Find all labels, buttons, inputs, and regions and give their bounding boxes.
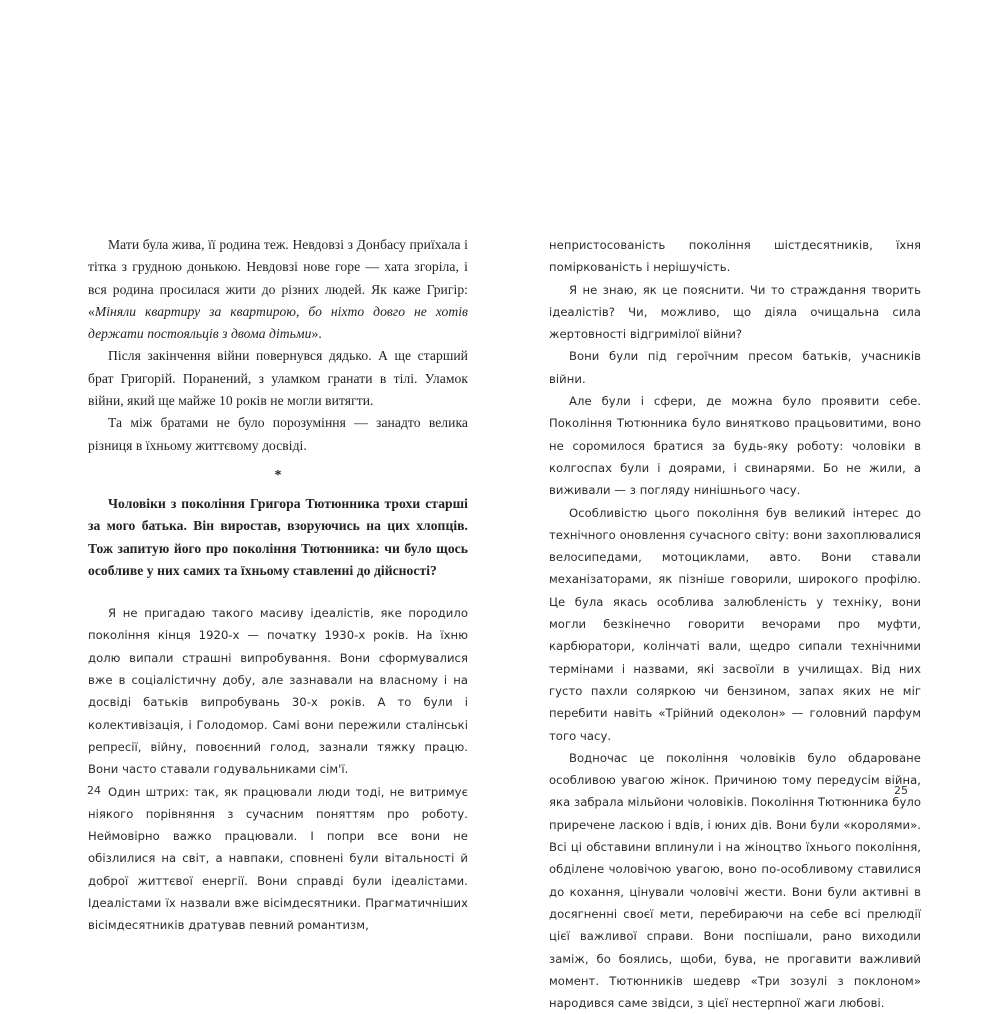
paragraph-idealists: Я не пригадаю такого масиву ідеалістів, яке породило покоління кінця 1920-х — початку 1930-х років. На їхню долю випали страшні випробування. Вони сформувалися вже в соціалістичну добу, але зазнавали на власному і на досвіді батьків випробувань 30-х років. А то були і колективізація, і Голодомор. Самі вони пережили сталінські репресії, війну, повоєнний голод, зазнали тяжку працю. Вони часто ставали годувальниками сім'ї.	[88, 606, 468, 777]
paragraph-mother: Мати була жива, її родина теж. Невдовзі з Донбасу приїхала і тітка з грудною донькою. Невдовзі нове горе — хата згоріла, і вся родина просилася жити до різних людей. Як каже Григір: «Міняли квартиру за квартирою, бо ніхто довго не хотів держати постояльців з двома дітьми».	[88, 237, 468, 342]
paragraph-uncle: Після закінчення війни повернувся дядько. А ще старший брат Григорій. Поранений, з уламком гранати в тілі. Уламок війни, який ще майже 10 років не могли витягти.	[88, 348, 468, 409]
quote-italic: Міняли квартиру за квартирою, бо ніхто довго не хотів держати постояльців з двома дітьми	[88, 303, 468, 342]
paragraph-suffering: Я не знаю, як це пояснити. Чи то страждання творить ідеалістів? Чи, можливо, що діяла очищальна сила жертовності відгримілої війни?	[549, 282, 921, 342]
paragraph-heroic-press: Вони були під героїчним пресом батьків, учасників війни.	[549, 349, 921, 386]
interview-question: Чоловіки з покоління Григора Тютюнника трохи старші за мого батька. Він виростав, взоруючись на цих хлопців. Тож запитую його про покоління Тютюнника: чи було щось особливе у них самих та їхньому ставленні до дійсності?	[88, 495, 468, 578]
paragraph-work: Один штрих: так, як працювали люди тоді, не витримує ніякого порівняння з сучасним поняттям про роботу. Неймовірно важко працювали. І попри все вони не обізлилися на світ, а навпаки, сповнені були вітальності й доброї життєвої енергії. Вони справді були ідеалістами. Ідеалістами їх назвали вже вісімдесятники. Прагматичніших вісімдесятників дратував певний романтизм,	[88, 784, 468, 933]
page-number-left: 24	[87, 784, 101, 797]
paragraph-hardworking: Але були і сфери, де можна було проявити себе. Покоління Тютюнника було винятково працьовитими, воно не соромилося братися за будь-яку роботу: чоловіки в колгоспах були і доярами, і свинарями. Бо не жили, а виживали — з погляду нинішнього часу.	[549, 394, 921, 498]
section-separator: *	[274, 467, 282, 483]
left-page	[88, 234, 468, 937]
paragraph-technology: Особливістю цього покоління був великий інтерес до технічного оновлення сучасного світу: вони захоплювалися велосипедами, мотоциклами, авто. Вони ставали механізаторами, як пізніше говорили, широкого профілю. Це була якась особлива залюбленість у техніку, вони могли безкінечно говорити вечорами про муфти, карбюратори, колінчаті вали, щедро сипали технічними термінами і назвами, які засвоїли в училищах. Від них густо пахли соляркою чи бензином, запах яких не міг перебити навіть «Трійний одеколон» — головний парфум того часу.	[549, 505, 921, 743]
paragraph-women: Водночас це покоління чоловіків було обдароване особливою увагою жінок. Причиною тому передусім війна, яка забрала мільйони чоловіків. Покоління Тютюнника було приречене ласкою і вдів, і юних дів. Вони були «королями». Всі ці обставини вплинули і на жіноцтво їхнього покоління, обділене чоловічою увагою, воно по-особливому ставилися до кохання, цінували чоловічі жести. Вони були активні в досягненні своєї мети, перебираючи на себе всі прелюдії цієї важливої справи. Вони поспішали, рано виходили заміж, бо боялись, щоби, бува, не прогавити важливий момент. Тютюнників шедевр «Три зозулі з поклоном» народився саме звідси, з цієї нестерпної жаги любові.	[549, 750, 921, 1011]
page-number-right: 25	[894, 784, 908, 797]
paragraph-continuation: непристосованість покоління шістдесятників, їхня поміркованість і нерішучість.	[549, 238, 921, 275]
right-page	[549, 234, 921, 1014]
paragraph-brothers: Та між братами не було порозуміння — занадто велика різниця в їхньому життєвому досвіді.	[88, 415, 468, 453]
